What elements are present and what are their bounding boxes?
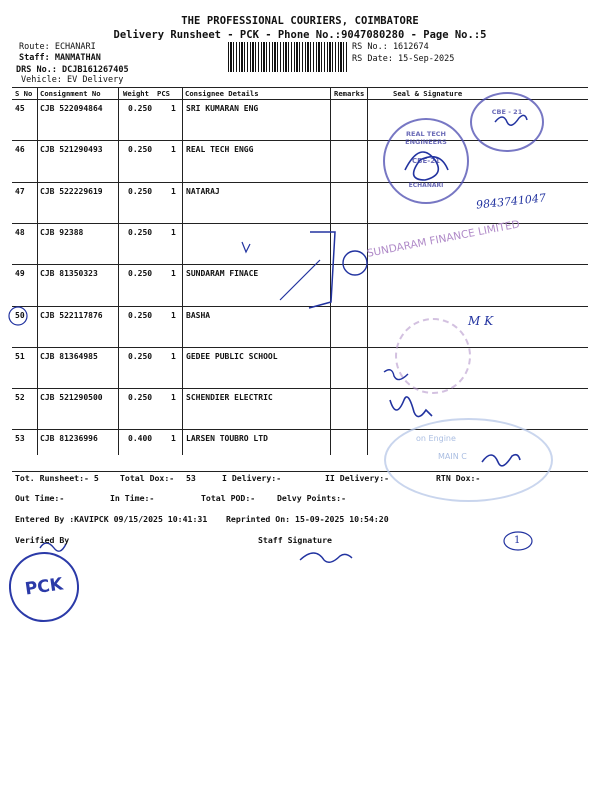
row-consignment-no: CJB 522094864 xyxy=(40,104,103,113)
verified-by-label: Verified By xyxy=(15,535,70,545)
real-tech-seal-sub: CBE-21 xyxy=(412,157,440,165)
in-time-label: In Time:- xyxy=(110,493,155,503)
row-consignee: SRI KUMARAN ENG xyxy=(186,104,259,113)
signature-larsen-icon xyxy=(482,455,520,466)
total-dox-label: Total Dox:- xyxy=(120,473,175,483)
signature-schneider-icon xyxy=(390,397,432,417)
row-consignee: NATARAJ xyxy=(186,186,220,196)
row-weight: 0.250 xyxy=(128,269,153,279)
row-pcs: 1 xyxy=(171,393,176,403)
signature-real-tech-icon xyxy=(405,152,448,180)
row-pcs: 1 xyxy=(171,145,176,155)
out-time-label: Out Time:- xyxy=(15,493,65,503)
row-sno: 49 xyxy=(15,269,25,279)
row-weight: 0.250 xyxy=(128,227,153,237)
row-pcs: 1 xyxy=(171,269,176,279)
col-header-consignment: Consignment No xyxy=(40,89,101,98)
kumaran-seal-text: CBE - 21 xyxy=(491,108,523,116)
pck-stamp: PCK xyxy=(4,547,83,626)
handwritten-phone: 9843741047 xyxy=(475,191,547,212)
col-header-remarks: Remarks xyxy=(334,89,365,98)
row-consignee: GEDEE PUBLIC SCHOOL xyxy=(186,351,278,361)
real-tech-seal-text: REAL TECH ENGINEERS xyxy=(405,130,447,146)
signature-staff-icon xyxy=(300,553,352,562)
col-header-sno: S No xyxy=(15,89,33,98)
signature-kumaran-icon xyxy=(495,115,527,125)
handwritten-mk: M K xyxy=(468,314,494,328)
runsheet-subtitle: Delivery Runsheet - PCK - Phone No.:9047080280 - Page No.:5 xyxy=(113,29,487,41)
row-weight: 0.250 xyxy=(128,104,153,113)
row-consignee: BASHA xyxy=(186,310,211,320)
row-sno: 47 xyxy=(15,186,25,196)
total-pod-label: Total POD:- xyxy=(201,493,256,503)
row-sno: 50 xyxy=(15,310,25,320)
rs-date: RS Date: 15-Sep-2025 xyxy=(352,54,455,64)
staff-signature-label: Staff Signature xyxy=(258,535,332,545)
col-header-consignee: Consignee Details xyxy=(185,89,259,98)
drs-number: DRS No.: DCJB161267405 xyxy=(16,65,129,75)
row-consignee: SUNDARAM FINACE xyxy=(186,269,259,279)
row-consignee: LARSEN TOUBRO LTD xyxy=(186,434,268,444)
row-weight: 0.250 xyxy=(128,351,153,361)
col-header-seal-signature: Seal & Signature xyxy=(393,89,463,98)
row-consignment-no: CJB 521290500 xyxy=(40,393,103,403)
larsen-seal-text-1: on Engine xyxy=(416,434,456,443)
signature-circle-icon xyxy=(343,251,367,275)
rs-number: RS No.: 1612674 xyxy=(352,42,429,52)
rtn-dox-label: RTN Dox:- xyxy=(436,473,481,483)
signature-gedee-icon xyxy=(384,370,408,380)
row-pcs: 1 xyxy=(171,310,176,320)
row-consignment-no: CJB 81364985 xyxy=(40,351,98,361)
larsen-seal-text-2: MAIN C xyxy=(438,452,467,461)
row-consignment-no: CJB 522117876 xyxy=(40,310,103,320)
entered-by: Entered By :KAVIPCK 09/15/2025 10:41:31 xyxy=(15,514,208,524)
row-pcs: 1 xyxy=(171,186,176,196)
row-consignment-no: CJB 522229619 xyxy=(40,186,103,196)
row-50-circle-icon xyxy=(9,307,27,325)
row-consignee: SCHENDIER ELECTRIC xyxy=(186,393,273,403)
row-consignment-no: CJB 521290493 xyxy=(40,145,103,155)
delvy-points-label: Delvy Points:- xyxy=(277,493,347,503)
route-label: Route: ECHANARI xyxy=(19,42,96,52)
row-consignee: REAL TECH ENGG xyxy=(186,145,254,155)
col-header-weight: Weight xyxy=(123,89,149,98)
signature-arrow-icon xyxy=(280,260,320,300)
tot-runsheet: Tot. Runsheet:- 5 xyxy=(15,473,99,483)
signature-bracket-icon xyxy=(309,232,335,308)
signature-tick-icon xyxy=(242,242,250,252)
row-weight: 0.250 xyxy=(128,393,153,403)
reprinted-on: Reprinted On: 15-09-2025 10:54:20 xyxy=(226,514,389,524)
col-header-pcs: PCS xyxy=(157,89,170,98)
staff-label: Staff: MANMATHAN xyxy=(19,53,101,63)
row-weight: 0.250 xyxy=(128,310,153,320)
row-sno: 46 xyxy=(15,145,25,155)
row-consignment-no: CJB 81236996 xyxy=(40,434,98,444)
i-delivery-label: I Delivery:- xyxy=(222,473,282,483)
row-pcs: 1 xyxy=(171,351,176,361)
row-weight: 0.250 xyxy=(128,186,153,196)
vehicle-label: Vehicle: EV Delivery xyxy=(21,75,124,85)
total-dox-value: 53 xyxy=(186,473,196,483)
row-sno: 52 xyxy=(15,393,25,403)
row-weight: 0.400 xyxy=(128,434,153,444)
company-title: THE PROFESSIONAL COURIERS, COIMBATORE xyxy=(181,15,419,27)
row-pcs: 1 xyxy=(171,104,176,113)
row-sno: 45 xyxy=(15,104,25,113)
row-sno: 51 xyxy=(15,351,25,361)
sundaram-stamp: SUNDARAM FINANCE LIMITED xyxy=(366,218,521,260)
real-tech-seal-bottom: ECHANARI xyxy=(408,182,444,189)
row-weight: 0.250 xyxy=(128,145,153,155)
row-sno: 53 xyxy=(15,434,25,444)
row-consignment-no: CJB 92388 xyxy=(40,227,84,237)
ii-delivery-label: II Delivery:- xyxy=(325,473,390,483)
row-pcs: 1 xyxy=(171,227,176,237)
row-sno: 48 xyxy=(15,227,25,237)
circled-one-text: 1 xyxy=(514,535,521,546)
row-pcs: 1 xyxy=(171,434,176,444)
row-consignment-no: CJB 81350323 xyxy=(40,269,98,279)
